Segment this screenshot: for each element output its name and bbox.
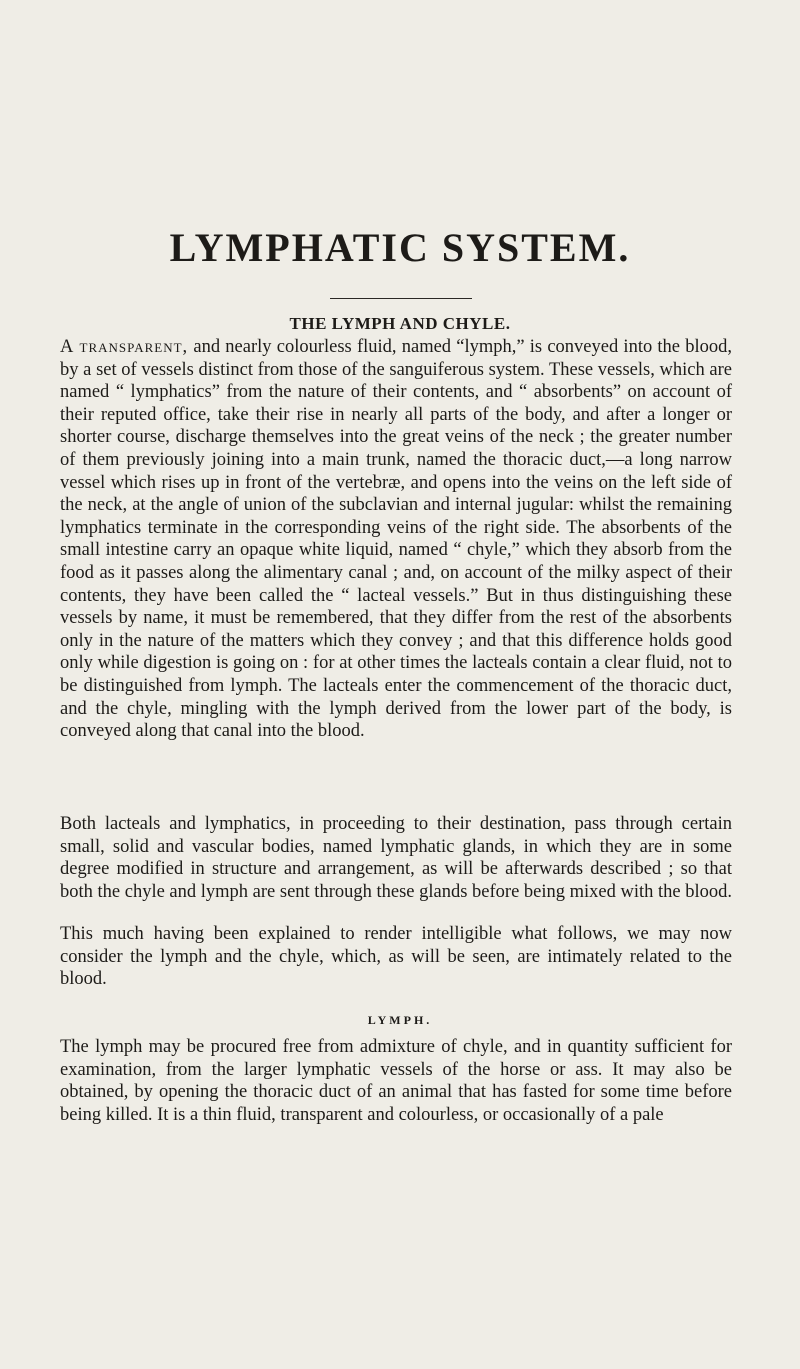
paragraph-2-text: Both lacteals and lymphatics, in proceeding to their destination, pass through certain small, solid and vascular bodies, named lymphatic glands, in which they are in some degree modified in structure and arrangement, as will be afterwards described ; so that both the chyle and lymph are sent through these glands before being mixed with the blood. xyxy=(60,814,733,902)
sub-heading-lymph: LYMPH. xyxy=(367,1013,433,1027)
paragraph-3 xyxy=(60,923,732,991)
title-divider xyxy=(330,298,472,299)
paragraph-1-lead: A transparent, xyxy=(60,337,189,357)
section-heading: THE LYMPH AND CHYLE. xyxy=(289,314,511,333)
paragraph-2 xyxy=(60,813,732,903)
paragraph-4-text: The lymph may be procured free from admixture of chyle, and in quantity sufficient for examination, from the larger lymphatic vessels of the horse or ass. It may also be obtained, by opening the thoracic duct of an animal that has fasted for some time before being killed. It is a thin fluid, transparent and colourless, or occasionally of a pale xyxy=(60,1037,732,1125)
paragraph-4 xyxy=(60,1036,732,1126)
page-title: LYMPHATIC SYSTEM. xyxy=(169,225,631,270)
paragraph-1-text: and nearly colourless fluid, named “lymph,” is conveyed into the blood, by a set of vessels distinct from those of the sanguiferous system. These vessels, which are named “ lymphatics” from the nature of their contents, and “ absorbents” on account of their reputed office, take their rise in nearly all parts of the body, and after a longer or shorter course, discharge themselves into the great veins of the neck ; the greater number of them previously joining into a main trunk, named the thoracic duct,—a long narrow vessel which rises up in front of the vertebræ, and opens into the veins on the left side of the neck, at the angle of union of the subclavian and internal jugular: whilst the remaining lymphatics terminate in the corresponding veins of the right side. The absorbents of the small intestine carry an opaque white liquid, named “ chyle,” which they absorb from the food as it passes along the alimentary canal ; and, on account of the milky aspect of their contents, they have been called the “ lacteal vessels.” But in thus distinguishing these vessels by name, it must be remembered, that they differ from the rest of the absorbents only in the nature of the matters which they convey ; and that this difference holds good only while digestion is going on : for at other times the lacteals contain a clear fluid, not to be distinguished from lymph. The lacteals enter the commencement of the thoracic duct, and the chyle, mingling with the lymph derived from the lower part of the body, is conveyed along that canal into the blood. xyxy=(60,337,732,742)
paragraph-3-text: This much having been explained to render intelligible what follows, we may now consider the lymph and the chyle, which, as will be seen, are intimately related to the blood. xyxy=(60,924,732,990)
paragraph-1 xyxy=(60,336,732,743)
